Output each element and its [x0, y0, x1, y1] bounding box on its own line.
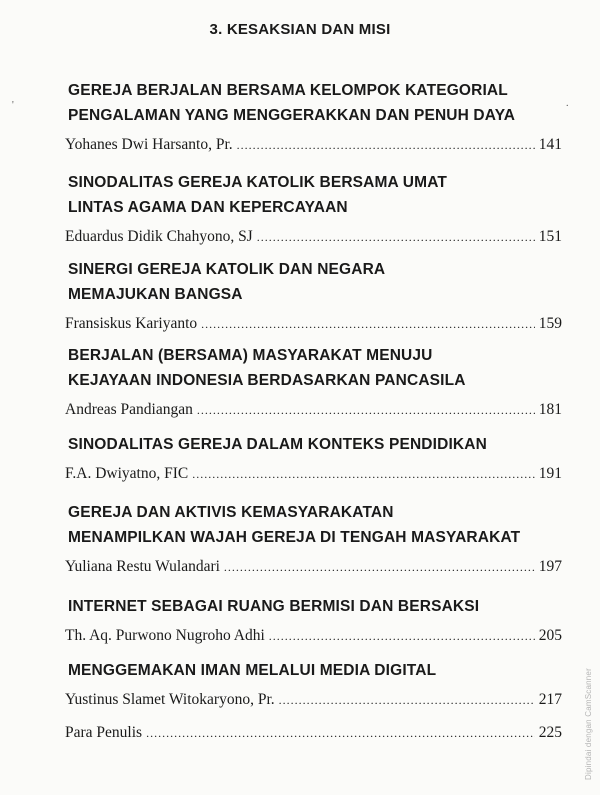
dot-leader: [269, 625, 535, 647]
entry-title: BERJALAN (BERSAMA) MASYARAKAT MENUJU: [68, 347, 433, 364]
toc-entry: [65, 594, 565, 647]
dot-leader: [224, 556, 535, 578]
dot-leader: [197, 399, 535, 421]
toc-entry: [65, 343, 565, 421]
entry-title: GEREJA DAN AKTIVIS KEMASYARAKATAN: [68, 504, 394, 521]
dot-leader: [237, 134, 535, 156]
toc-line[interactable]: [65, 556, 562, 578]
entry-page-number: 181: [538, 401, 562, 418]
entry-author: Yustinus Slamet Witokaryono, Pr.: [65, 691, 275, 708]
toc-line[interactable]: [65, 399, 562, 421]
entry-page-number: 205: [538, 627, 562, 644]
entry-title: SINERGI GEREJA KATOLIK DAN NEGARA: [68, 261, 386, 278]
entry-title: MENAMPILKAN WAJAH GEREJA DI TENGAH MASYARAKAT: [68, 529, 521, 546]
dot-leader: [146, 722, 535, 744]
toc-entry: [65, 170, 565, 248]
toc-line[interactable]: [65, 722, 562, 744]
toc-entry: [65, 257, 565, 335]
closing-label: Para Penulis: [65, 724, 143, 741]
dot-leader: [257, 226, 535, 248]
scanner-watermark: Dipindai dengan CamScanner: [584, 668, 593, 780]
entry-title: SINODALITAS GEREJA KATOLIK BERSAMA UMAT: [68, 174, 448, 191]
toc-entry: [65, 432, 565, 485]
entry-title: MENGGEMAKAN IMAN MELALUI MEDIA DIGITAL: [68, 662, 437, 679]
entry-page-number: 151: [538, 228, 562, 245]
entry-title: INTERNET SEBAGAI RUANG BERMISI DAN BERSAKSI: [68, 598, 480, 615]
toc-line[interactable]: [65, 689, 562, 711]
entry-author: Yohanes Dwi Harsanto, Pr.: [65, 136, 233, 153]
entry-author: F.A. Dwiyatno, FIC: [65, 465, 189, 482]
toc-entry-para-penulis: [65, 722, 565, 744]
dot-leader: [192, 463, 535, 485]
entry-author: Th. Aq. Purwono Nugroho Adhi: [65, 627, 265, 644]
dot-leader: [201, 313, 535, 335]
entry-title: PENGALAMAN YANG MENGGERAKKAN DAN PENUH DAYA: [68, 107, 516, 124]
entry-page-number: 217: [538, 691, 562, 708]
toc-line[interactable]: [65, 226, 562, 248]
entry-title: KEJAYAAN INDONESIA BERDASARKAN PANCASILA: [68, 372, 466, 389]
closing-page-number: 225: [538, 724, 562, 741]
toc-line[interactable]: [65, 134, 562, 156]
margin-mark: ': [12, 100, 14, 111]
toc-line[interactable]: [65, 313, 562, 335]
entry-page-number: 191: [538, 465, 562, 482]
entry-title: MEMAJUKAN BANGSA: [68, 286, 243, 303]
entry-page-number: 197: [538, 558, 562, 575]
dot-leader: [279, 689, 535, 711]
margin-mark: .: [566, 98, 569, 109]
section-title: 3. KESAKSIAN DAN MISI: [209, 21, 391, 38]
toc-line[interactable]: [65, 625, 562, 647]
entry-title: GEREJA BERJALAN BERSAMA KELOMPOK KATEGORIAL: [68, 82, 508, 99]
toc-entry: [65, 658, 565, 711]
toc-line[interactable]: [65, 463, 562, 485]
entry-author: Andreas Pandiangan: [65, 401, 193, 418]
entry-page-number: 159: [538, 315, 562, 332]
entry-author: Fransiskus Kariyanto: [65, 315, 198, 332]
toc-entry: [65, 78, 565, 156]
entry-author: Yuliana Restu Wulandari: [65, 558, 220, 575]
entry-title: LINTAS AGAMA DAN KEPERCAYAAN: [68, 199, 348, 216]
entry-title: SINODALITAS GEREJA DALAM KONTEKS PENDIDIKAN: [68, 436, 487, 453]
toc-entry: [65, 500, 565, 578]
entry-page-number: 141: [538, 136, 562, 153]
entry-author: Eduardus Didik Chahyono, SJ: [65, 228, 253, 245]
